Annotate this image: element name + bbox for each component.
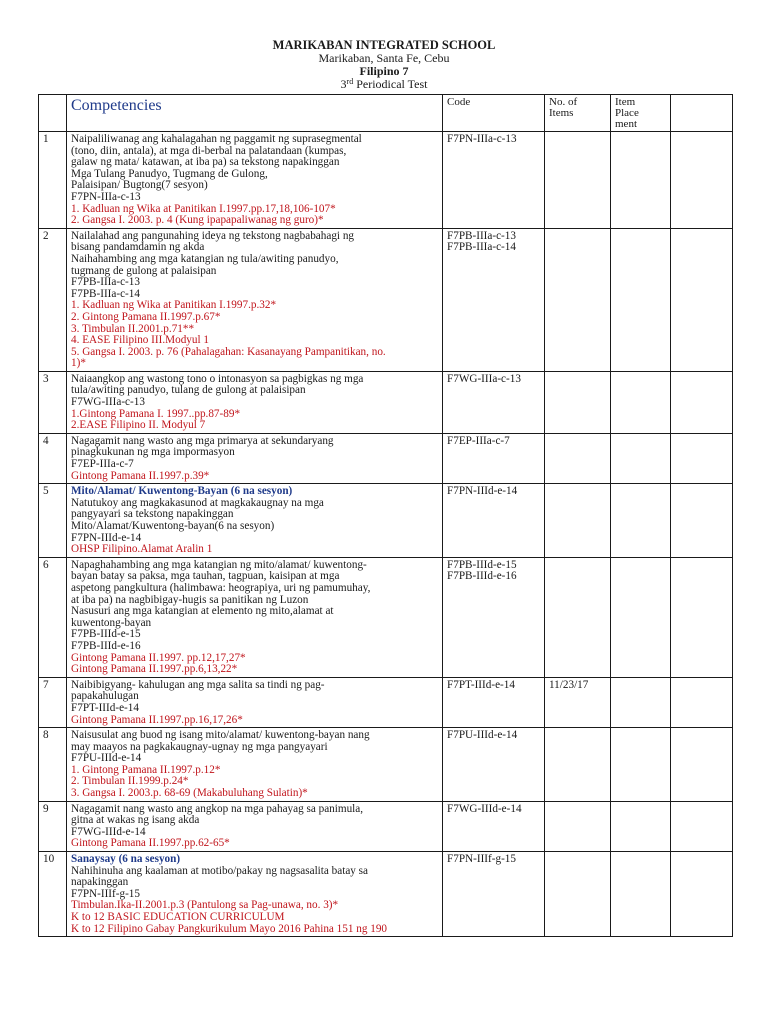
competency-line: F7PT-IIId-e-14 <box>71 701 139 714</box>
competency-code: F7EP-IIIa-c-7 <box>447 434 510 447</box>
blank-cell <box>671 132 733 229</box>
placement-cell <box>611 371 671 433</box>
placement-cell <box>611 228 671 371</box>
competency-line: F7WG-IIId-e-14 <box>71 825 146 838</box>
competency-line: galaw ng mata/ katawan, at iba pa) sa tekstong napakinggan <box>71 156 340 169</box>
competency-line: F7PB-IIIa-c-14 <box>71 287 140 300</box>
competency-cell <box>67 677 443 727</box>
code-cell <box>443 132 545 229</box>
competency-code: F7PB-IIIa-c-14 <box>447 241 516 254</box>
competency-line: bisang pandamdamin ng akda <box>71 241 205 254</box>
items-cell <box>545 852 611 937</box>
topic-heading: Sanaysay (6 na sesyon) <box>71 853 181 866</box>
code-cell <box>443 433 545 483</box>
row-number: 9 <box>39 801 67 851</box>
table-row <box>39 484 733 558</box>
competency-line: Nagagamit nang wasto ang mga primarya at sekundaryang <box>71 434 334 447</box>
row-number: 3 <box>39 371 67 433</box>
reference-line: Gintong Pamana II.1997.pp.6,13,22* <box>71 663 238 676</box>
code-cell <box>443 228 545 371</box>
row-number: 5 <box>39 484 67 558</box>
test-name: Periodical Test <box>353 77 428 91</box>
items-cell <box>545 557 611 677</box>
competency-cell <box>67 371 443 433</box>
competency-line: F7PB-IIId-e-15 <box>71 628 141 641</box>
reference-line: 2.EASE Filipino II. Modyul 7 <box>71 419 206 432</box>
competency-line: Naihahambing ang mga katangian ng tula/awiting panudyo, <box>71 252 339 265</box>
header-items-line: No. of <box>549 96 578 108</box>
code-cell <box>443 371 545 433</box>
row-number: 8 <box>39 728 67 802</box>
blank-cell <box>671 801 733 851</box>
code-cell <box>443 677 545 727</box>
competency-line: Naipaliliwanag ang kahalagahan ng paggamit ng suprasegmental <box>71 133 362 145</box>
table-body <box>39 132 733 937</box>
reference-line: Gintong Pamana II.1997.p.39* <box>71 469 210 482</box>
blank-cell <box>671 228 733 371</box>
header-competencies: Competencies <box>67 95 443 132</box>
competency-cell <box>67 228 443 371</box>
competency-line: Mito/Alamat/Kuwentong-bayan(6 na sesyon) <box>71 520 275 532</box>
competency-code: F7PB-IIId-e-15 <box>447 558 517 571</box>
header-items <box>545 95 611 132</box>
competency-cell <box>67 728 443 802</box>
placement-cell <box>611 677 671 727</box>
placement-cell <box>611 433 671 483</box>
reference-line: Gintong Pamana II.1997.pp.62-65* <box>71 837 230 850</box>
row-number: 1 <box>39 132 67 229</box>
subject-title: Filipino 7 <box>359 64 409 78</box>
competency-line: F7PN-IIIa-c-13 <box>71 190 141 203</box>
competency-line: tula/awiting panudyo, tulang de gulong at palaisipan <box>71 384 306 397</box>
header-number-cell <box>39 95 67 132</box>
competency-line: F7PB-IIIa-c-13 <box>71 276 140 289</box>
placement-cell <box>611 132 671 229</box>
reference-line: 1. Kadluan ng Wika at Panitikan I.1997.p.32* <box>71 299 277 312</box>
items-cell <box>545 801 611 851</box>
reference-line: Gintong Pamana II.1997. pp.12,17,27* <box>71 651 246 664</box>
reference-line: Gintong Pamana II.1997.pp.16,17,26* <box>71 713 243 726</box>
competency-line: Mga Tulang Panudyo, Tugmang de Gulong, <box>71 167 268 180</box>
competency-cell <box>67 557 443 677</box>
school-location: Marikaban, Santa Fe, Cebu <box>318 51 450 65</box>
competency-code: F7PB-IIIa-c-13 <box>447 229 516 242</box>
row-number: 10 <box>39 852 67 937</box>
table-row <box>39 228 733 371</box>
competency-line: F7PU-IIId-e-14 <box>71 752 142 765</box>
code-cell <box>443 557 545 677</box>
competency-code: F7PN-IIIf-g-15 <box>447 853 516 866</box>
competency-line: (tono, diin, antala), at mga di-berbal na palatandaan (kumpas, <box>71 144 347 157</box>
competency-line: papakahulugan <box>71 690 139 703</box>
reference-line: 1. Gintong Pamana II.1997.p.12* <box>71 763 221 776</box>
competency-code: F7PN-IIId-e-14 <box>447 485 518 498</box>
competency-line: Palaisipan/ Bugtong(7 sesyon) <box>71 179 208 192</box>
reference-line: 3. Gangsa I. 2003.p. 68-69 (Makabuluhang Sulatin)* <box>71 787 308 800</box>
placement-cell <box>611 852 671 937</box>
competency-line: F7PN-IIIf-g-15 <box>71 887 140 900</box>
competency-line: F7WG-IIIa-c-13 <box>71 396 145 409</box>
competency-line: Natutukoy ang magkakasunod at magkakaugnay na mga <box>71 496 324 509</box>
reference-line: 4. EASE Filipino III.Modyul 1 <box>71 334 209 347</box>
competency-code: F7PU-IIId-e-14 <box>447 729 518 742</box>
table-row <box>39 132 733 229</box>
table-row <box>39 557 733 677</box>
items-cell: 11/23/17 <box>545 677 611 727</box>
reference-line: K to 12 BASIC EDUCATION CURRICULUM <box>71 911 285 923</box>
competency-code: F7WG-IIIa-c-13 <box>447 372 521 385</box>
test-ordinal-suffix: rd <box>346 77 354 86</box>
table-row <box>39 371 733 433</box>
header-placement-line: ment <box>615 118 637 130</box>
code-cell <box>443 801 545 851</box>
competency-line: Nahihinuha ang kaalaman at motibo/pakay ng nagsasalita batay sa <box>71 864 368 877</box>
reference-line: OHSP Filipino.Alamat Aralin 1 <box>71 543 213 556</box>
competency-line: F7EP-IIIa-c-7 <box>71 458 134 471</box>
header-items-line: Items <box>549 107 574 119</box>
items-cell <box>545 371 611 433</box>
reference-line: K to 12 Filipino Gabay Pangkurikulum Mayo 2016 Pahina 151 ng 190 <box>71 922 388 935</box>
table-row <box>39 801 733 851</box>
items-cell <box>545 433 611 483</box>
blank-cell <box>671 371 733 433</box>
competency-code: F7PB-IIId-e-16 <box>447 570 517 583</box>
header-placement-line: Place <box>615 107 639 119</box>
competency-line: may maayos na pagkakaugnay-ugnay ng mga pangyayari <box>71 740 328 753</box>
placement-cell <box>611 557 671 677</box>
items-cell <box>545 484 611 558</box>
reference-line: 3. Timbulan II.2001.p.71** <box>71 322 195 335</box>
blank-cell <box>671 433 733 483</box>
reference-line: 1)* <box>71 357 86 370</box>
row-number: 7 <box>39 677 67 727</box>
items-cell <box>545 132 611 229</box>
row-number: 4 <box>39 433 67 483</box>
table-row <box>39 852 733 937</box>
code-cell <box>443 728 545 802</box>
competency-cell <box>67 433 443 483</box>
reference-line: 1.Gintong Pamana I. 1997..pp.87-89* <box>71 407 241 420</box>
placement-cell <box>611 801 671 851</box>
competency-cell <box>67 852 443 937</box>
competency-line: Nailalahad ang pangunahing ideya ng tekstong nagbabahagi ng <box>71 229 355 242</box>
school-name: MARIKABAN INTEGRATED SCHOOL <box>272 38 496 52</box>
table-row <box>39 433 733 483</box>
competencies-table <box>38 94 733 937</box>
blank-cell <box>671 852 733 937</box>
competency-line: Naibibigyang- kahulugan ang mga salita sa tindi ng pag- <box>71 678 325 691</box>
reference-line: 2. Timbulan II.1999.p.24* <box>71 775 189 788</box>
competency-line: bayan batay sa paksa, mga tauhan, tagpuan, kaisipan at mga <box>71 570 340 583</box>
competency-code: F7PT-IIId-e-14 <box>447 678 515 691</box>
competency-line: at iba pa) na nagbibigay-hugis sa panitikan ng Luzon <box>71 593 309 606</box>
competency-cell <box>67 132 443 229</box>
code-cell <box>443 484 545 558</box>
competency-line: F7PN-IIId-e-14 <box>71 531 142 544</box>
blank-cell <box>671 557 733 677</box>
header-placement-line: Item <box>615 96 636 108</box>
blank-cell <box>671 728 733 802</box>
items-cell <box>545 728 611 802</box>
competency-line: kuwentong-bayan <box>71 616 152 629</box>
items-cell <box>545 228 611 371</box>
code-cell <box>443 852 545 937</box>
reference-line: 2. Gangsa I. 2003. p. 4 (Kung ipapapaliwanag ng guro)* <box>71 214 324 227</box>
test-title <box>0 78 768 91</box>
reference-line: 2. Gintong Pamana II.1997.p.67* <box>71 310 221 323</box>
competency-line: pinagkukunan ng mga impormasyon <box>71 446 235 459</box>
reference-line: 1. Kadluan ng Wika at Panitikan I.1997.pp.17,18,106-107* <box>71 202 336 215</box>
competency-cell <box>67 484 443 558</box>
competency-line: Nasusuri ang mga katangian at elemento ng mito,alamat at <box>71 605 334 618</box>
competency-line: Nagagamit nang wasto ang angkop na mga pahayag sa panimula, <box>71 802 364 815</box>
competency-line: Naiaangkop ang wastong tono o intonasyon sa pagbigkas ng mga <box>71 372 364 385</box>
header-code: Code <box>443 95 545 132</box>
competency-line: pangyayari sa tekstong napakinggan <box>71 508 234 521</box>
competency-line: F7PB-IIId-e-16 <box>71 639 141 652</box>
competency-line: Naisusulat ang buod ng isang mito/alamat/ kuwentong-bayan nang <box>71 729 370 742</box>
competency-line: Napaghahambing ang mga katangian ng mito/alamat/ kuwentong- <box>71 558 367 571</box>
competency-line: aspetong pangkultura (halimbawa: heograpiya, uri ng pamumuhay, <box>71 581 371 594</box>
reference-line: Timbulan.Ika-II.2001.p.3 (Pantulong sa Pag-unawa, no. 3)* <box>71 899 339 912</box>
table-row <box>39 677 733 727</box>
document-header <box>0 38 768 91</box>
competency-code: F7PN-IIIa-c-13 <box>447 133 517 145</box>
blank-cell <box>671 484 733 558</box>
table-row <box>39 728 733 802</box>
row-number: 2 <box>39 228 67 371</box>
topic-heading: Mito/Alamat/ Kuwentong-Bayan (6 na sesyon) <box>71 485 293 498</box>
test-ordinal: 3 <box>340 77 347 91</box>
competency-line: napakinggan <box>71 876 129 889</box>
table-header-row <box>39 95 733 132</box>
placement-cell <box>611 484 671 558</box>
competency-code: F7WG-IIId-e-14 <box>447 802 522 815</box>
header-blank-cell <box>671 95 733 132</box>
competency-line: gitna at wakas ng isang akda <box>71 814 200 827</box>
row-number: 6 <box>39 557 67 677</box>
blank-cell <box>671 677 733 727</box>
competency-line: tugmang de gulong at palaisipan <box>71 264 217 277</box>
header-placement <box>611 95 671 132</box>
competency-cell <box>67 801 443 851</box>
placement-cell <box>611 728 671 802</box>
reference-line: 5. Gangsa I. 2003. p. 76 (Pahalagahan: Kasanayang Pampanitikan, no. <box>71 345 386 358</box>
